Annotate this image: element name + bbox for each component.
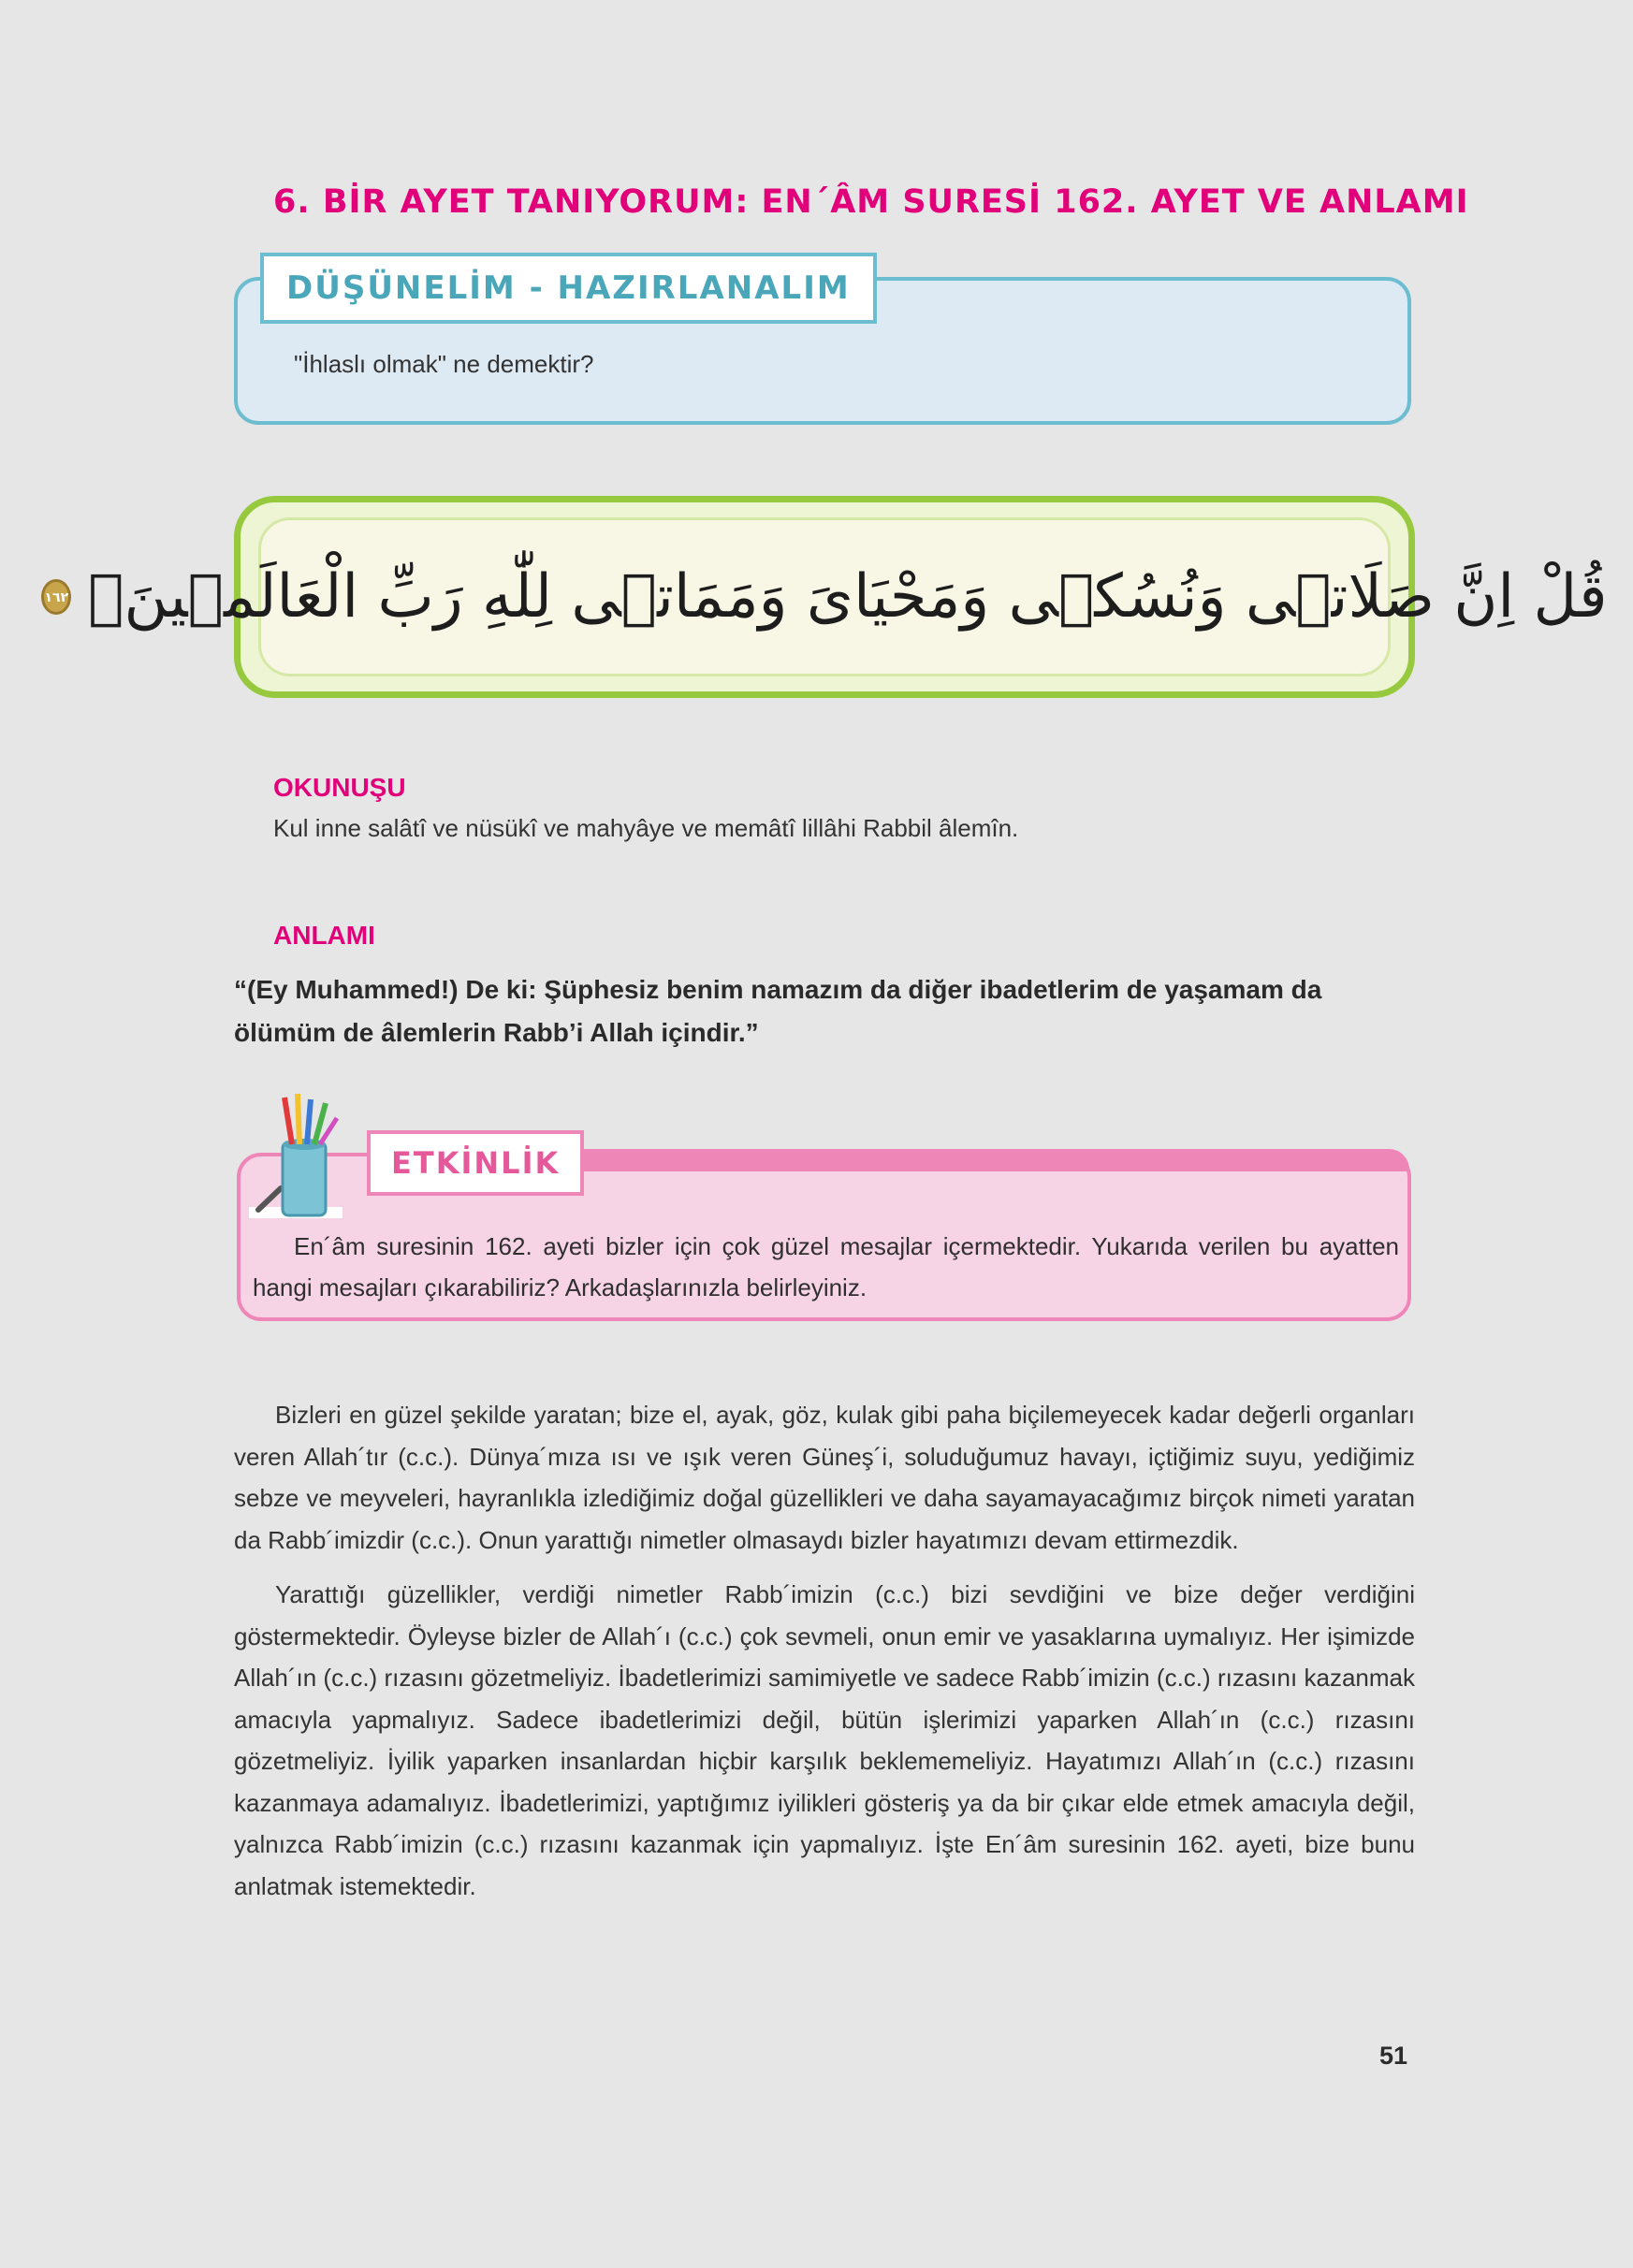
activity-top-stripe	[580, 1149, 1409, 1171]
section-title: 6. BİR AYET TANIYORUM: EN´ÂM SURESİ 162. AYET VE ANLAMI	[273, 183, 1469, 221]
body-paragraph-1: Bizleri en güzel şekilde yaratan; bize el, ayak, göz, kulak gibi paha biçilemeyecek kadar değerli organları veren Allah´tır (c.c.). Dünya´mıza ısı ve ışık veren Güneş´i, soluduğumuz havayı, içtiğimiz suyu, yediğimiz sebze ve meyveleri, hayranlıkla izlediğimiz doğal güzellikleri ve daha sayamayacağımız birçok nimeti yaratan da Rabb´imizdir (c.c.). Onun yarattığı nimetler olmasaydı bizler hayatımızı devam ettirmezdik.	[234, 1401, 1415, 1554]
reading-text: Kul inne salâtî ve nüsükî ve mahyâye ve memâtî lillâhi Rabbil âlemîn.	[273, 814, 1019, 842]
verse-frame	[44, 496, 1608, 698]
verse-number-medallion: ١٦٢	[41, 579, 71, 615]
pencil-cup-icon	[240, 1090, 352, 1221]
think-prepare-tab	[260, 253, 877, 324]
reading-heading: OKUNUŞU	[273, 773, 406, 802]
activity-tab	[367, 1130, 584, 1196]
body-text	[234, 1394, 1415, 1920]
think-question: "İhlaslı olmak" ne demektir?	[294, 350, 594, 378]
arabic-verse: قُلْ اِنَّ صَلَاتٖى وَنُسُكٖى وَمَحْيَاىَ وَمَمَاتٖى لِلّٰهِ رَبِّ الْعَالَمٖينَۙ	[88, 562, 1608, 632]
think-prepare-label: DÜŞÜNELİM - HAZIRLANALIM	[286, 269, 851, 307]
meaning-heading: ANLAMI	[273, 921, 375, 950]
verse-inner-frame	[44, 517, 1608, 676]
body-paragraph-2: Yarattığı güzellikler, verdiği nimetler Rabb´imizin (c.c.) bizi sevdiğini ve bize değer verdiğini göstermektedir. Öyleyse bizler de Allah´ı (c.c.) çok sevmeli, onun emir ve yasaklarına uymalıyız. Her işimizde Allah´ın (c.c.) rızasını gözetmeliyiz. İbadetlerimizi samimiyetle ve sadece Rabb´imizin (c.c.) rızasını kazanmak amacıyla yapmalıyız. Sadece ibadetlerimizi değil, bütün işlerimizi yaparken Allah´ın (c.c.) rızasını gözetmeliyiz. İyilik yaparken insanlardan hiçbir karşılık beklememeliyiz. Hayatımızı Allah´ın (c.c.) rızasını kazanmaya adamalıyız. İbadetlerimizi, yaptığımız iyilikleri gösteriş ya da bir çıkar elde etmek amacıyla değil, yalnızca Rabb´imizin (c.c.) rızasını kazanmak için yapmalıyız. İşte En´âm suresinin 162. ayeti, bize bunu anlatmak istemektedir.	[234, 1580, 1415, 1900]
meaning-text: “(Ey Muhammed!) De ki: Şüphesiz benim namazım da diğer ibadetlerim de yaşamam da ölümüm de âlemlerin Rabb’i Allah içindir.”	[234, 975, 1322, 1047]
activity-label: ETKİNLİK	[391, 1145, 561, 1181]
activity-text: En´âm suresinin 162. ayeti bizler için çok güzel mesajlar içermektedir. Yukarıda verilen bu ayatten hangi mesajları çıkarabiliriz? Arkadaşlarınızla belirleyiniz.	[253, 1232, 1399, 1301]
page-number: 51	[1379, 2042, 1408, 2070]
